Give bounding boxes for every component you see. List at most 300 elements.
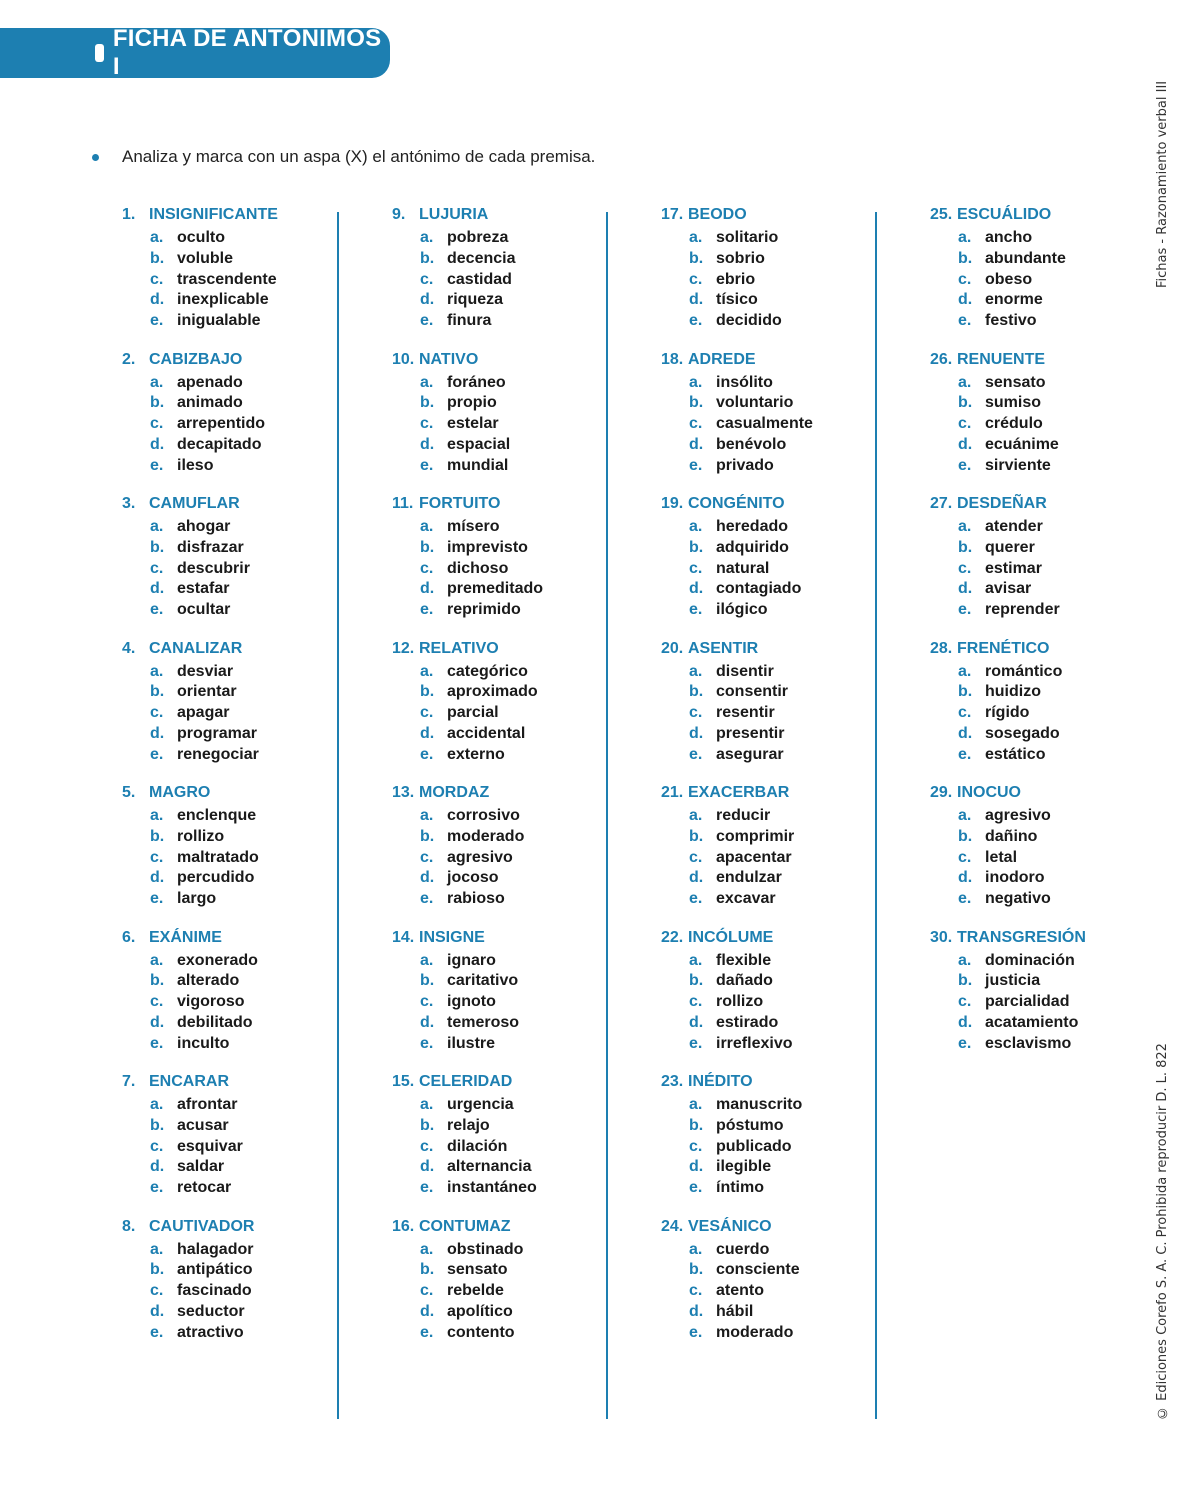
option-text: oculto: [177, 229, 225, 246]
answer-option[interactable]: [392, 1116, 543, 1137]
option-letter: a.: [420, 807, 434, 824]
option-text: retocar: [177, 1179, 232, 1197]
question-number: 23.: [661, 1073, 684, 1090]
option-letter: b.: [420, 827, 435, 845]
answer-option[interactable]: [392, 559, 543, 580]
answer-option[interactable]: [930, 848, 1086, 869]
answer-option[interactable]: [122, 559, 278, 580]
option-letter: a.: [689, 1240, 703, 1258]
question-number: 3.: [122, 495, 136, 512]
answer-option[interactable]: [122, 868, 278, 889]
answer-option[interactable]: [392, 662, 543, 683]
premise-word: ESCUÁLIDO: [957, 206, 1052, 223]
answer-option[interactable]: [392, 703, 543, 724]
option-letter: b.: [420, 1261, 435, 1279]
answer-option[interactable]: [392, 290, 543, 311]
option-letter: d.: [958, 291, 973, 309]
option-text: irreflexivo: [716, 1034, 793, 1052]
question-column-4: [930, 204, 1086, 1071]
option-letter: b.: [958, 972, 973, 990]
option-letter: d.: [958, 435, 973, 453]
answer-option[interactable]: [661, 868, 813, 889]
answer-option[interactable]: [661, 1281, 813, 1302]
answer-option[interactable]: [122, 1157, 278, 1178]
question-number: 10.: [392, 350, 415, 368]
option-letter: b.: [150, 249, 165, 267]
answer-option[interactable]: [392, 249, 543, 270]
option-text: disfrazar: [177, 538, 244, 556]
answer-option[interactable]: [122, 1302, 278, 1323]
option-letter: b.: [689, 538, 704, 556]
question-column-1: [122, 204, 278, 1360]
answer-option[interactable]: [661, 1095, 813, 1116]
answer-option[interactable]: [122, 1260, 278, 1281]
question-block: [661, 349, 813, 494]
option-letter: d.: [420, 291, 435, 309]
premise-word: DESDEÑAR: [957, 495, 1047, 512]
answer-option[interactable]: [392, 827, 543, 848]
option-letter: c.: [420, 1282, 434, 1300]
option-letter: d.: [420, 869, 435, 887]
answer-option[interactable]: [122, 992, 278, 1013]
answer-option[interactable]: [392, 538, 543, 559]
answer-option[interactable]: [930, 724, 1086, 745]
answer-option[interactable]: [392, 889, 543, 910]
answer-option[interactable]: [661, 848, 813, 869]
answer-option[interactable]: [122, 827, 278, 848]
option-letter: c.: [958, 704, 972, 722]
answer-option[interactable]: [392, 682, 543, 703]
answer-option[interactable]: [122, 1034, 278, 1055]
option-letter: a.: [150, 229, 164, 246]
question-number: 11.: [392, 495, 414, 512]
option-letter: a.: [150, 807, 164, 824]
question-number: 2.: [122, 350, 136, 368]
option-text: decapitado: [177, 435, 262, 453]
answer-option[interactable]: [392, 435, 543, 456]
question-heading: [122, 638, 278, 662]
answer-option[interactable]: [661, 1260, 813, 1281]
answer-option[interactable]: [392, 745, 543, 766]
answer-option[interactable]: [392, 1302, 543, 1323]
option-letter: a.: [958, 951, 972, 969]
option-letter: c.: [689, 848, 703, 866]
option-text: ancho: [985, 229, 1033, 246]
question-heading: [930, 782, 1086, 806]
premise-word: ADREDE: [688, 350, 756, 368]
answer-option[interactable]: [661, 1137, 813, 1158]
question-heading: [392, 349, 543, 373]
answer-option[interactable]: [122, 393, 278, 414]
option-text: instantáneo: [447, 1179, 537, 1197]
answer-option[interactable]: [661, 393, 813, 414]
option-text: tísico: [716, 291, 758, 309]
option-text: alterado: [177, 972, 240, 990]
answer-option[interactable]: [930, 559, 1086, 580]
answer-option[interactable]: [661, 414, 813, 435]
answer-option[interactable]: [930, 414, 1086, 435]
question-heading: [122, 493, 278, 517]
option-letter: d.: [958, 869, 973, 887]
answer-option[interactable]: [661, 889, 813, 910]
question-heading: [122, 1216, 278, 1240]
option-letter: c.: [420, 993, 434, 1011]
answer-option[interactable]: [122, 538, 278, 559]
question-block: [392, 493, 543, 638]
answer-option[interactable]: [661, 538, 813, 559]
option-text: abundante: [985, 249, 1066, 267]
answer-option[interactable]: [661, 228, 813, 249]
answer-option[interactable]: [392, 1034, 543, 1055]
answer-option[interactable]: [392, 1178, 543, 1199]
answer-option[interactable]: [930, 1013, 1086, 1034]
option-text: estático: [985, 745, 1046, 763]
premise-word: NATIVO: [419, 350, 479, 368]
option-letter: d.: [689, 1013, 704, 1031]
answer-option[interactable]: [392, 971, 543, 992]
option-text: relajo: [447, 1116, 490, 1134]
answer-option[interactable]: [122, 414, 278, 435]
answer-option[interactable]: [392, 270, 543, 291]
question-block: [661, 204, 813, 349]
option-letter: e.: [150, 1179, 164, 1197]
premise-word: EXÁNIME: [149, 928, 222, 946]
answer-option[interactable]: [392, 1157, 543, 1178]
answer-option[interactable]: [122, 971, 278, 992]
option-text: inculto: [177, 1034, 230, 1052]
premise-word: ENCARAR: [149, 1073, 229, 1090]
answer-option[interactable]: [392, 848, 543, 869]
answer-option[interactable]: [392, 1323, 543, 1344]
answer-option[interactable]: [661, 600, 813, 621]
answer-option[interactable]: [930, 538, 1086, 559]
option-text: disentir: [716, 662, 774, 680]
answer-option[interactable]: [930, 806, 1086, 827]
answer-option[interactable]: [122, 848, 278, 869]
question-number: 21.: [661, 784, 684, 801]
answer-option[interactable]: [930, 889, 1086, 910]
answer-option[interactable]: [392, 992, 543, 1013]
answer-option[interactable]: [392, 414, 543, 435]
answer-option[interactable]: [392, 393, 543, 414]
option-text: fascinado: [177, 1282, 252, 1300]
question-number: 5.: [122, 784, 136, 801]
answer-option[interactable]: [930, 703, 1086, 724]
option-letter: d.: [958, 1013, 973, 1031]
question-number: 8.: [122, 1217, 136, 1235]
answer-option[interactable]: [661, 745, 813, 766]
answer-option[interactable]: [122, 703, 278, 724]
option-text: acusar: [177, 1116, 229, 1134]
option-text: parcial: [447, 704, 499, 722]
answer-option[interactable]: [930, 270, 1086, 291]
question-number: 15.: [392, 1073, 415, 1090]
answer-option[interactable]: [930, 1034, 1086, 1055]
answer-option[interactable]: [122, 1323, 278, 1344]
question-block: [392, 638, 543, 783]
answer-option[interactable]: [392, 1281, 543, 1302]
answer-option[interactable]: [392, 373, 543, 394]
answer-option[interactable]: [392, 868, 543, 889]
answer-option[interactable]: [661, 682, 813, 703]
answer-option[interactable]: [661, 1157, 813, 1178]
answer-option[interactable]: [392, 311, 543, 332]
answer-option[interactable]: [122, 600, 278, 621]
option-letter: b.: [150, 1261, 165, 1279]
option-text: dañado: [716, 972, 773, 990]
question-block: [392, 349, 543, 494]
option-letter: c.: [420, 1137, 434, 1155]
option-letter: e.: [420, 890, 434, 908]
answer-option[interactable]: [392, 806, 543, 827]
answer-option[interactable]: [661, 971, 813, 992]
answer-option[interactable]: [122, 435, 278, 456]
answer-option[interactable]: [122, 311, 278, 332]
option-letter: e.: [150, 1323, 164, 1341]
question-heading: [661, 782, 813, 806]
option-letter: e.: [420, 1323, 434, 1341]
answer-option[interactable]: [392, 1137, 543, 1158]
question-heading: [122, 927, 278, 951]
option-letter: c.: [689, 1282, 703, 1300]
answer-option[interactable]: [930, 827, 1086, 848]
option-letter: a.: [689, 373, 703, 391]
option-letter: a.: [420, 951, 434, 969]
answer-option[interactable]: [661, 517, 813, 538]
answer-option[interactable]: [930, 393, 1086, 414]
question-number: 22.: [661, 928, 684, 946]
answer-option[interactable]: [930, 290, 1086, 311]
option-letter: b.: [150, 827, 165, 845]
option-text: insólito: [716, 373, 773, 391]
answer-option[interactable]: [122, 1095, 278, 1116]
option-letter: d.: [150, 869, 165, 887]
answer-option[interactable]: [122, 290, 278, 311]
question-heading: [930, 349, 1086, 373]
answer-option[interactable]: [392, 579, 543, 600]
option-text: avisar: [985, 580, 1032, 598]
option-letter: b.: [150, 394, 165, 412]
question-block: [122, 927, 278, 1072]
option-text: resentir: [716, 704, 775, 722]
answer-option[interactable]: [661, 1323, 813, 1344]
option-letter: b.: [689, 394, 704, 412]
question-number: 14.: [392, 928, 415, 946]
answer-option[interactable]: [122, 662, 278, 683]
answer-option[interactable]: [122, 270, 278, 291]
answer-option[interactable]: [930, 249, 1086, 270]
answer-option[interactable]: [930, 228, 1086, 249]
answer-option[interactable]: [661, 290, 813, 311]
answer-option[interactable]: [122, 745, 278, 766]
question-block: [930, 204, 1086, 349]
answer-option[interactable]: [930, 311, 1086, 332]
answer-option[interactable]: [122, 373, 278, 394]
option-letter: c.: [150, 415, 164, 433]
question-heading: [661, 1216, 813, 1240]
option-letter: b.: [958, 249, 973, 267]
answer-option[interactable]: [122, 724, 278, 745]
answer-option[interactable]: [661, 435, 813, 456]
option-letter: e.: [420, 1034, 434, 1052]
answer-option[interactable]: [392, 600, 543, 621]
answer-option[interactable]: [122, 889, 278, 910]
question-number: 20.: [661, 639, 684, 657]
answer-option[interactable]: [122, 806, 278, 827]
option-text: atractivo: [177, 1323, 244, 1341]
option-letter: e.: [150, 745, 164, 763]
answer-option[interactable]: [122, 249, 278, 270]
answer-option[interactable]: [661, 827, 813, 848]
option-text: ilegible: [716, 1158, 772, 1176]
question-number: 24.: [661, 1217, 684, 1235]
option-text: finura: [447, 312, 492, 330]
option-letter: e.: [958, 890, 972, 908]
answer-option[interactable]: [392, 228, 543, 249]
answer-option[interactable]: [392, 1260, 543, 1281]
option-letter: b.: [689, 1116, 704, 1134]
premise-word: CABIZBAJO: [149, 350, 243, 368]
answer-option[interactable]: [122, 1013, 278, 1034]
answer-option[interactable]: [122, 517, 278, 538]
answer-option[interactable]: [122, 1137, 278, 1158]
option-text: pobreza: [447, 229, 509, 246]
answer-option[interactable]: [122, 228, 278, 249]
option-letter: d.: [150, 291, 165, 309]
answer-option[interactable]: [392, 951, 543, 972]
question-heading: [661, 1071, 813, 1095]
question-heading: [392, 493, 543, 517]
option-letter: b.: [150, 683, 165, 701]
premise-word: INCÓLUME: [688, 928, 774, 946]
option-letter: c.: [150, 270, 164, 288]
answer-option[interactable]: [661, 456, 813, 477]
answer-option[interactable]: [392, 724, 543, 745]
answer-option[interactable]: [930, 992, 1086, 1013]
option-text: urgencia: [447, 1096, 514, 1113]
answer-option[interactable]: [661, 1240, 813, 1261]
answer-option[interactable]: [122, 579, 278, 600]
question-heading: [661, 927, 813, 951]
answer-option[interactable]: [930, 662, 1086, 683]
option-letter: a.: [420, 662, 434, 680]
answer-option[interactable]: [392, 1013, 543, 1034]
side-caption-top: Fichas - Razonamiento verbal III: [1155, 80, 1170, 288]
premise-word: INSIGNE: [419, 928, 485, 946]
option-letter: c.: [420, 270, 434, 288]
answer-option[interactable]: [122, 1178, 278, 1199]
answer-option[interactable]: [930, 456, 1086, 477]
answer-option[interactable]: [661, 311, 813, 332]
answer-option[interactable]: [122, 1281, 278, 1302]
answer-option[interactable]: [661, 703, 813, 724]
answer-option[interactable]: [661, 662, 813, 683]
answer-option[interactable]: [122, 1240, 278, 1261]
option-text: sirviente: [985, 456, 1051, 474]
option-letter: e.: [689, 312, 703, 330]
answer-option[interactable]: [930, 373, 1086, 394]
question-number: 12.: [392, 639, 415, 657]
question-number: 1.: [122, 206, 136, 223]
question-heading: [392, 927, 543, 951]
answer-option[interactable]: [661, 1116, 813, 1137]
option-letter: b.: [150, 1116, 165, 1134]
option-text: comprimir: [716, 827, 795, 845]
option-text: sensato: [985, 373, 1046, 391]
answer-option[interactable]: [661, 951, 813, 972]
option-letter: d.: [150, 435, 165, 453]
question-heading: [392, 638, 543, 662]
answer-option[interactable]: [661, 1302, 813, 1323]
option-letter: a.: [150, 1096, 164, 1113]
answer-option[interactable]: [122, 682, 278, 703]
option-text: ignaro: [447, 951, 496, 969]
option-text: trascendente: [177, 270, 277, 288]
option-letter: a.: [958, 229, 972, 246]
option-letter: c.: [150, 848, 164, 866]
answer-option[interactable]: [930, 971, 1086, 992]
question-heading: [392, 1216, 543, 1240]
answer-option[interactable]: [661, 373, 813, 394]
answer-option[interactable]: [930, 745, 1086, 766]
option-letter: c.: [689, 270, 703, 288]
option-text: ocultar: [177, 601, 231, 619]
answer-option[interactable]: [930, 600, 1086, 621]
header-marker-icon: [95, 44, 104, 62]
answer-option[interactable]: [392, 1240, 543, 1261]
option-text: presentir: [716, 724, 785, 742]
question-number: 16.: [392, 1217, 415, 1235]
premise-word: INSIGNIFICANTE: [149, 206, 278, 223]
option-letter: c.: [420, 415, 434, 433]
answer-option[interactable]: [661, 579, 813, 600]
answer-option[interactable]: [930, 517, 1086, 538]
answer-option[interactable]: [930, 682, 1086, 703]
option-text: propio: [447, 394, 497, 412]
answer-option[interactable]: [122, 456, 278, 477]
option-text: inexplicable: [177, 291, 269, 309]
answer-option[interactable]: [930, 579, 1086, 600]
option-text: vigoroso: [177, 993, 245, 1011]
answer-option[interactable]: [122, 951, 278, 972]
answer-option[interactable]: [392, 456, 543, 477]
option-letter: b.: [689, 683, 704, 701]
question-block: [122, 1071, 278, 1216]
option-letter: e.: [689, 1323, 703, 1341]
answer-option[interactable]: [122, 1116, 278, 1137]
answer-option[interactable]: [930, 868, 1086, 889]
answer-option[interactable]: [661, 1034, 813, 1055]
answer-option[interactable]: [930, 951, 1086, 972]
answer-option[interactable]: [661, 559, 813, 580]
answer-option[interactable]: [392, 517, 543, 538]
answer-option[interactable]: [661, 992, 813, 1013]
option-letter: a.: [150, 1240, 164, 1258]
answer-option[interactable]: [930, 435, 1086, 456]
answer-option[interactable]: [392, 1095, 543, 1116]
answer-option[interactable]: [661, 806, 813, 827]
option-letter: e.: [420, 312, 434, 330]
option-letter: b.: [420, 683, 435, 701]
answer-option[interactable]: [661, 270, 813, 291]
answer-option[interactable]: [661, 1178, 813, 1199]
answer-option[interactable]: [661, 724, 813, 745]
answer-option[interactable]: [661, 1013, 813, 1034]
option-text: mundial: [447, 456, 509, 474]
premise-word: CANALIZAR: [149, 639, 243, 657]
question-number: 30.: [930, 928, 953, 946]
answer-option[interactable]: [661, 249, 813, 270]
